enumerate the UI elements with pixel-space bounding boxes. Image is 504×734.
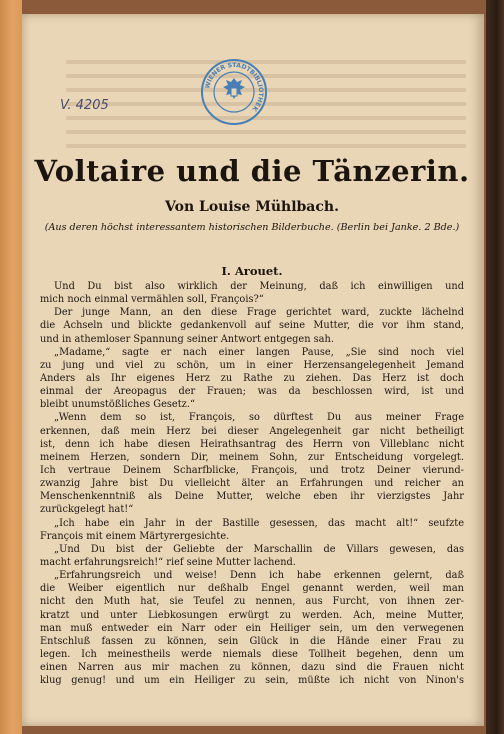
article-body (40, 280, 464, 687)
text-line: „Und Du bist der Geliebte der Marschallin de Villars gewesen, das (54, 543, 464, 555)
text-line: nicht den Muth hat, sie Teufel zu nennen, aus Furcht, von ihnen zer- (40, 596, 464, 608)
text-line: ist, denn ich habe diesen Heirathsantrag des Herrn von Villeblanc nicht (40, 438, 464, 450)
text-line: Ich vertraue Deinem Scharfblicke, François, und trotz Deiner vierund- (40, 464, 464, 476)
text-line: Anders als Ihr eigenes Herz zu Rathe zu ziehen. Das Herz ist doch (40, 372, 464, 384)
text-line: zu jung und viel zu schön, um in einer Herzensangelegenheit Jemand (40, 359, 464, 371)
book-binding-left (0, 0, 22, 734)
text-line: mich noch einmal vermählen soll, François?“ (40, 294, 264, 306)
stamp-text: WIENER STADTBIBLIOTHEK (204, 61, 265, 113)
library-stamp (200, 58, 268, 126)
text-line: „Madame,“ sagte er nach einer langen Pause, „Sie sind noch viel (54, 346, 464, 358)
text-line: einen Narren aus mir machen zu können, dazu sind die Frauen nicht (40, 662, 464, 674)
text-line: klug genug! und um ein Heiliger zu sein, müßte ich nicht von Ninon's (40, 675, 464, 687)
text-line: legen. Ich meinestheils werde niemals diese Tollheit begehen, denn um (40, 648, 464, 660)
eagle-emblem-icon (223, 78, 245, 99)
text-line: „Wenn dem so ist, François, so dürftest Du aus meiner Frage (54, 412, 464, 424)
article-title: Voltaire und die Tänzerin. (34, 154, 470, 188)
text-line: zwanzig Jahre bist Du vielleicht älter an Erfahrungen und reicher an (40, 478, 464, 490)
text-line: „Ich habe ein Jahr in der Bastille gesessen, das macht alt!“ seufzte (54, 517, 464, 529)
shelfmark-handwritten: V. 4205 (60, 98, 109, 113)
book-binding-right (486, 0, 504, 734)
page-content (30, 14, 474, 726)
text-line: Der junge Mann, an den diese Frage gerichtet ward, zuckte lächelnd (54, 307, 464, 319)
text-line: meinem Herzen, sondern Dir, meinem Sohn, zur Entscheidung vorgelegt. (40, 451, 464, 463)
text-line: Entschluß fassen zu können, sein Glück in die Hände einer Frau zu (40, 635, 464, 647)
text-line: erkennen, daß mein Herz bei dieser Angelegenheit gar nicht betheiligt (40, 425, 464, 437)
text-line: Und Du bist also wirklich der Meinung, daß ich einwilligen und (54, 281, 464, 292)
chapter-heading: I. Arouet. (221, 264, 283, 278)
text-line: macht erfahrungsreich!“ rief seine Mutter lachend. (40, 556, 296, 568)
text-line: und in athemloser Spannung seiner Antwort entgegen sah. (40, 333, 334, 345)
text-line: die Achseln und blickte gedankenvoll auf seine Mutter, die vor ihm stand, (40, 320, 464, 332)
text-line: einmal der Areopagus der Frauen; was da beschlossen wird, ist und (40, 386, 464, 398)
text-line: François mit einem Märtyrergesichte. (40, 530, 230, 542)
scanned-page (22, 14, 484, 726)
text-line: die Weiber eigentlich nur deßhalb Engel genannt werden, weil man (40, 583, 464, 595)
text-line: „Erfahrungsreich und weise! Denn ich habe erkennen gelernt, daß (54, 570, 464, 582)
text-line: man muß entweder ein Narr oder ein Heiliger sein, um den verwegenen (40, 622, 464, 634)
text-line: bleibt unumstößliches Gesetz.“ (40, 399, 195, 411)
text-line: zurückgelegt hat!“ (40, 504, 134, 516)
text-line: Menschenkenntniß als Deine Mutter, welche eben ihr vierzigstes Jahr (40, 491, 464, 503)
text-line: kratzt und unter Liebkosungen erwürgt zu werden. Ach, meine Mutter, (40, 609, 464, 621)
article-author: Von Louise Mühlbach. (165, 199, 339, 215)
article-source-note: (Aus deren höchst interessantem historischen Bilderbuche. (Berlin bei Janke. 2 Bde.) (44, 222, 460, 233)
